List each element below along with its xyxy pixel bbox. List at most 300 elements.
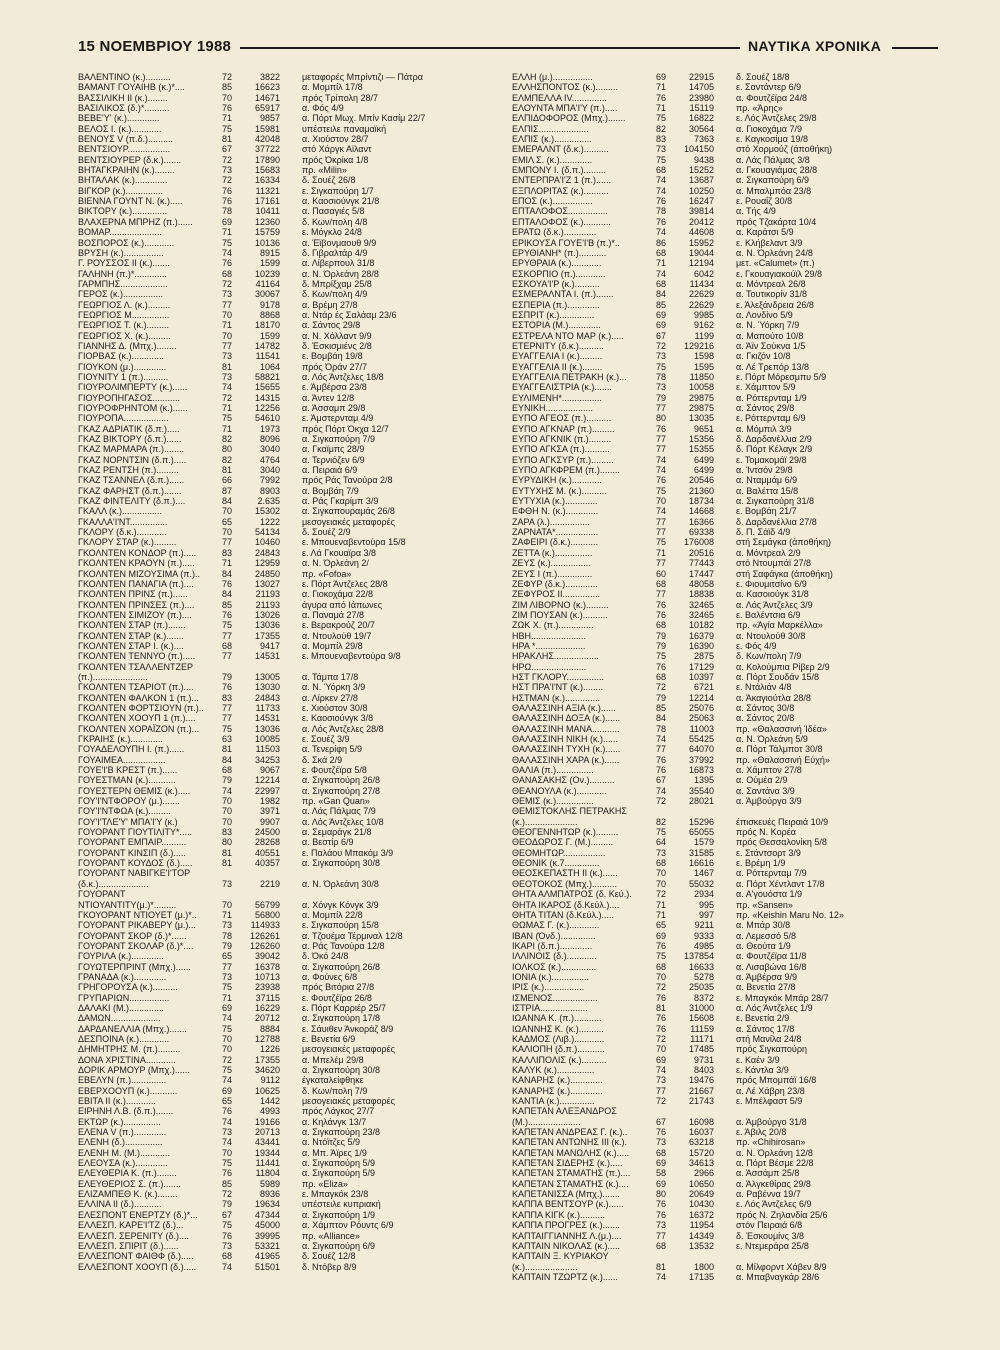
position-note: ε. Βενετία 2/9	[736, 1013, 790, 1024]
ship-name: ΚΑΠΤΑΙΝ Ξ. ΚΥΡΙΑΚΟΥ	[512, 1251, 609, 1262]
ship-name: ΒΗΤΑΛΑΚ (κ.).............	[78, 175, 168, 186]
tonnage: 16247	[688, 196, 714, 207]
position-note: α. Βεστίρ 6/9	[302, 837, 354, 848]
tonnage: 15759	[254, 227, 280, 238]
position-note: υπέστειλε κυπριακή	[302, 1199, 381, 1210]
position-note: πρ. «Sansen»	[736, 899, 793, 910]
tonnage: 34620	[254, 1065, 280, 1075]
ship-name: ΒΟΜΑΡ.....................	[78, 227, 162, 238]
ship-entry	[512, 113, 932, 123]
tonnage: 114933	[250, 920, 280, 931]
ship-entry	[78, 475, 498, 485]
position-note: α. Λός Άντζελες 3/9	[736, 599, 813, 610]
ship-name: ΒΗΤΑΓΚΡΑΙΗΝ (κ.)........	[78, 165, 175, 176]
ship-entry	[78, 682, 498, 692]
position-note: α. Σιγκαπούρη 5/9	[302, 1158, 376, 1169]
tonnage: 7992	[259, 475, 280, 486]
position-note: α. Καοσιούνγκ 21/8	[302, 196, 380, 207]
position-note: α. Σιγκαπούρη 26/8	[302, 961, 381, 972]
build-year: 76	[222, 682, 233, 693]
tonnage: 11434	[689, 278, 714, 289]
tonnage: 16098	[688, 1116, 714, 1127]
position-note: α. Λεμεσσό 5/8	[736, 930, 797, 941]
build-year: 70	[222, 1044, 233, 1055]
ship-entry	[78, 1241, 498, 1251]
build-year: 70	[222, 527, 233, 538]
position-note: ε. Μπαγκόκ 23/8	[302, 1189, 369, 1200]
build-year: 77	[656, 558, 667, 569]
build-year: 68	[656, 578, 667, 589]
build-year: 73	[656, 847, 667, 858]
build-year: 71	[222, 558, 233, 569]
ship-entry	[78, 672, 498, 682]
ship-name: ΘΕΟΣΚΕΠΑΣΤΗ ΙΙ (κ.)......	[512, 868, 618, 879]
ship-name: ΕΣΠΡΙΤ (κ.)..............	[512, 309, 595, 320]
tonnage: 9731	[693, 1054, 714, 1065]
tonnage: 1199	[694, 330, 714, 341]
ship-name: ΓΟΥΡΙΛΑ (κ.).............	[78, 951, 164, 962]
tonnage: 51501	[254, 1261, 280, 1272]
ship-entry	[512, 1137, 932, 1147]
position-note: μεσογειακές μεταφορές	[302, 1044, 395, 1055]
ship-entry	[512, 579, 932, 589]
build-year: 75	[222, 123, 233, 134]
ship-name: ΕΛΕΝΗ (δ.)...............	[78, 1137, 163, 1148]
ship-name: ΕΛΕΣΠΟΝΤ ΕΝΕΡΤΖΥ (δ.)*...	[78, 1209, 198, 1220]
tonnage: 13036	[254, 620, 280, 631]
ship-entry	[78, 486, 498, 496]
ship-entry	[512, 175, 932, 185]
build-year: 70	[222, 1147, 233, 1158]
ship-entry	[512, 879, 932, 889]
position-note: α. Τουτικορίν 31/8	[736, 289, 808, 300]
position-note: ε. Άβιλς 20/8	[736, 1127, 787, 1138]
tonnage: 176008	[683, 537, 714, 548]
ship-name: ΓΚΟΛΝΤΕΝ ΣΤΑΡ (κ.).......	[78, 630, 184, 641]
tonnage: 34253	[254, 754, 280, 765]
position-note: πρός Τρίπολη 28/7	[302, 92, 379, 103]
position-note: δ. Ντόβερ 8/9	[302, 1261, 357, 1272]
position-note: στό Χάργκ Αϊλαντ	[302, 144, 372, 155]
position-note: α. Λός Άντζελες 18/8	[302, 371, 384, 382]
position-note: στό Ντουμπάϊ 27/8	[736, 558, 811, 569]
tonnage: 28268	[254, 837, 280, 848]
ship-entry	[78, 196, 498, 206]
ship-entry	[78, 1106, 498, 1116]
ship-name: ΕΛΛΕΣΠ. ΚΑΡΕ'Ι'ΤΖ (δ.)...	[78, 1220, 184, 1231]
tonnage: 32465	[688, 599, 714, 610]
position-note: πρ. «Gan Quan»	[302, 796, 370, 807]
build-year: 76	[222, 196, 233, 207]
position-note: δ. Δαρδανέλλια 2/9	[736, 434, 812, 445]
ship-name: ΖΕΦΥΡ (δ.κ.).............	[512, 578, 598, 589]
ship-name: ΕΠΤΑΛΟΦΟΣ (κ.)...........	[512, 216, 611, 227]
publication-title: ΝΑΥΤΙΚΑ ΧΡΟΝΙΚΑ	[748, 38, 882, 54]
position-note: δ. Κων/πολη 7/9	[302, 1085, 368, 1096]
position-note: στή Σαφάγκα (άποθήκη)	[736, 568, 833, 579]
position-note: α. Άκαγιούτλα 28/8	[736, 692, 811, 703]
build-year: 75	[222, 413, 233, 424]
ship-entry	[512, 124, 932, 134]
build-year: 84	[656, 289, 667, 300]
tonnage: 17485	[688, 1044, 714, 1055]
tonnage: 8096	[259, 434, 280, 445]
position-note: δ. Π. Σάϊδ 4/9	[736, 527, 791, 538]
build-year: 73	[222, 920, 233, 931]
build-year: 76	[656, 599, 667, 610]
ship-name: ΘΑΛΑΣΣΙΝΗ ΧΑΡΑ (κ.)......	[512, 754, 620, 765]
tonnage: 10430	[688, 1199, 714, 1210]
position-note: ε. Χιούστον 30/8	[302, 702, 368, 713]
ship-name: ΕΒΕΡΧΟΟΥΠ (κ.)...........	[78, 1085, 178, 1096]
ship-name: ΔΟΡΙΚ ΑΡΜΟΥΡ (Μπχ.)......	[78, 1065, 190, 1075]
ship-entry	[512, 569, 932, 579]
ship-entry	[78, 124, 498, 134]
tonnage: 2219	[259, 878, 280, 889]
build-year: 76	[656, 1209, 667, 1220]
build-year: 74	[656, 734, 667, 744]
position-note: πρός Τζακάρτα 10/4	[736, 216, 817, 227]
ship-entry	[512, 1044, 932, 1054]
position-note: α. Σιγκαπουραμάς 26/8	[302, 506, 395, 517]
build-year: 71	[222, 423, 233, 434]
ship-entry	[512, 693, 932, 703]
position-note: α. Άσσάμπ 25/8	[736, 1168, 800, 1179]
position-note: α. Μόντρεαλ 26/8	[736, 278, 806, 289]
build-year: 68	[656, 1240, 667, 1251]
tonnage: 39995	[254, 1230, 280, 1241]
build-year: 73	[222, 971, 233, 982]
ship-entry	[512, 382, 932, 392]
build-year: 69	[656, 930, 667, 941]
position-note: α. Τερνιόζεν 6/9	[302, 454, 365, 465]
build-year: 81	[656, 1261, 667, 1272]
ship-name: (π.)......................	[78, 671, 148, 682]
ship-name: ΓΡΑΝΑΔΑ (κ.).............	[78, 971, 167, 982]
ship-entry	[512, 920, 932, 930]
build-year: 76	[222, 578, 233, 589]
tonnage: 1467	[693, 868, 714, 879]
ship-name: ΓΟΥΟΡΑΝΤ ΣΚΟΛΑΡ (δ.)*....	[78, 940, 194, 951]
ship-name: ΖΙΜ ΛΙΒΟΡΝΟ (κ.).........	[512, 599, 609, 610]
tonnage: 11171	[690, 1033, 714, 1044]
tonnage: 17447	[688, 568, 714, 579]
ship-entry	[78, 1148, 498, 1158]
ship-entry	[78, 341, 498, 351]
ship-name: ΙΩΑΝΝΗΣ Κ. (κ.)..........	[512, 1023, 604, 1034]
ship-entry	[512, 424, 932, 434]
position-note: δ. Πόρτ Κέλαγκ 2/9	[736, 444, 813, 455]
tonnage: 15952	[688, 237, 714, 248]
ship-entry	[512, 703, 932, 713]
build-year: 76	[222, 258, 233, 269]
position-note: α. Ούμέα 2/9	[736, 775, 788, 786]
tonnage: 13026	[254, 609, 280, 620]
position-note: ε. Βομβάη 19/8	[302, 351, 363, 362]
ship-entry	[78, 527, 498, 537]
tonnage: 17161	[254, 196, 280, 207]
ship-entry	[512, 93, 932, 103]
position-note: δ. Μπρίξχαμ 25/8	[302, 278, 372, 289]
position-note: α. Τζουέμα Τέρμιναλ 12/8	[302, 930, 403, 941]
ship-entry	[512, 351, 932, 361]
ship-name: ΕΠΤΑΛΟΦΟΣ................	[512, 206, 608, 217]
ship-entry	[78, 1075, 498, 1085]
tonnage: 3822	[259, 72, 280, 82]
position-note: α. Μαπούτο 10/8	[736, 330, 804, 341]
build-year: 73	[222, 289, 233, 300]
position-note: α. Ν. Χόλλαντ 9/9	[302, 330, 372, 341]
tonnage: 9985	[693, 309, 714, 320]
build-year: 70	[222, 92, 233, 103]
tonnage: 39042	[254, 951, 280, 962]
ship-entry	[78, 444, 498, 454]
position-note: δ. Σουέζ 2/9	[302, 527, 351, 538]
ship-entry	[78, 858, 498, 868]
position-note: ε. Ρόττερνταμ 6/9	[736, 413, 806, 424]
build-year: 78	[222, 206, 233, 217]
ship-name: ΗΣΤΜΑΝ (κ.)..............	[512, 692, 601, 703]
ship-name: ΕΡΙΚΟΥΣΑ ΓΟΥΕ'Ι'Β (π.)*..	[512, 237, 620, 248]
ship-entry	[512, 248, 932, 258]
position-note: ε. Φουτζέϊρα 5/8	[302, 765, 367, 776]
position-note: πρ. «Keishin Maru No. 12»	[736, 909, 844, 920]
ship-entry	[78, 300, 498, 310]
tonnage: 104150	[683, 144, 714, 155]
tonnage: 22629	[688, 289, 714, 300]
build-year: 77	[222, 630, 233, 641]
tonnage: 14349	[688, 1230, 714, 1241]
build-year: 77	[656, 1230, 667, 1241]
build-year: 75	[222, 620, 233, 631]
ship-entry	[512, 1055, 932, 1065]
ship-entry	[512, 372, 932, 382]
ship-name: ΕΥΝΙΚΗ...................	[512, 403, 594, 413]
ship-entry	[78, 155, 498, 165]
build-year: 83	[222, 827, 233, 838]
ship-name: ΘΑΛΑΣΣΙΝΗ ΝΙΚΗ (κ.)......	[512, 734, 618, 744]
tonnage: 16229	[254, 1002, 280, 1013]
ship-name: ΙΛΛΙΝΟΙΣ (δ.)............	[512, 951, 597, 962]
build-year: 73	[656, 351, 667, 362]
position-note: α. Λός Άντζελες 28/8	[302, 723, 384, 734]
ship-entry	[512, 1148, 932, 1158]
build-year: 76	[656, 765, 667, 776]
ship-name: ΕΥΠΟ ΑΓΚΝΑΡ (π.).........	[512, 423, 615, 434]
ship-name: ΓΟΥ'Ι'ΤΛΕ'Υ' ΜΠΑ'Ι'Υ (κ.)	[78, 816, 178, 827]
ship-entry	[78, 269, 498, 279]
tonnage: 13036	[254, 723, 280, 734]
build-year: 75	[656, 827, 667, 838]
position-note: α. Γιοκοχάμα 7/9	[736, 123, 803, 134]
ship-entry	[78, 889, 498, 899]
build-year: 76	[656, 661, 667, 672]
build-year: 86	[656, 237, 667, 248]
ship-name: ΕΥΠΟ ΑΓΚΣΥΡ (π.).........	[512, 454, 614, 465]
tonnage: 37115	[255, 992, 280, 1003]
build-year: 73	[222, 1127, 233, 1138]
ship-name: ΓΟΥΩΤΕΡΠΡΙΝΤ (Μπχ.)......	[78, 961, 191, 972]
tonnage: 43441	[254, 1137, 280, 1148]
ship-name: ΖΕΦΥΡΟΣ ΙΙ...............	[512, 589, 600, 600]
position-note: α. Μομπίλ 29/8	[302, 640, 363, 651]
position-note: δ. Κων/πολη 7/9	[736, 651, 802, 662]
build-year: 76	[656, 216, 667, 227]
build-year: 77	[656, 444, 667, 455]
build-year: 67	[656, 1116, 667, 1127]
ship-entry	[78, 610, 498, 620]
position-note: α. Κολούμπια Ρίβερ 2/9	[736, 661, 830, 672]
ship-name: ΘΑΛΑΣΣΙΝΗ ΑΞΙΑ (κ.)......	[512, 702, 616, 713]
ship-entry	[512, 289, 932, 299]
ship-name: ΓΚΟΛΝΤΕΝ ΚΟΝΔΟΡ (π.).....	[78, 547, 197, 558]
build-year: 70	[222, 1033, 233, 1044]
ship-name: ΚΑΠΤΑΙΓΓΙΑΝΝΗΣ Λ.(μ.)....	[512, 1230, 622, 1241]
build-year: 76	[656, 1013, 667, 1024]
build-year: 77	[222, 537, 233, 548]
position-note: ε. Βενετία 6/9	[302, 1033, 356, 1044]
build-year: 71	[656, 103, 667, 114]
position-note: α. Χιούστον 28/7	[302, 134, 369, 145]
build-year: 73	[222, 165, 233, 176]
build-year: 70	[656, 1044, 667, 1055]
build-year: 79	[656, 692, 667, 703]
build-year: 76	[656, 754, 667, 765]
position-note: α. Βρέμη 27/8	[302, 299, 358, 310]
tonnage: 14705	[688, 82, 714, 93]
ship-entry	[78, 372, 498, 382]
tonnage: 13027	[254, 578, 280, 589]
position-note: δ. Σουέζ 18/8	[736, 72, 790, 82]
position-note: ε. Σιγκαπούρη 15/8	[302, 920, 379, 931]
ship-entry	[78, 144, 498, 154]
tonnage: 9162	[693, 320, 714, 331]
position-note: ε. Φουτζέϊρα 26/8	[302, 992, 372, 1003]
position-note: ε. Άμστερνταμ 4/9	[302, 413, 374, 424]
tonnage: 137854	[683, 951, 714, 962]
tonnage: 15302	[254, 506, 280, 517]
tonnage: 16334	[254, 175, 280, 186]
build-year: 72	[222, 72, 233, 82]
tonnage: 5278	[693, 971, 714, 982]
tonnage: 20412	[688, 216, 714, 227]
ship-entry	[78, 1127, 498, 1137]
ship-entry	[78, 1003, 498, 1013]
tonnage: 6042	[693, 268, 714, 279]
build-year: 77	[656, 589, 667, 600]
ship-name: ΕΛΠΙΣ....................	[512, 123, 589, 134]
ship-name: ΚΑΠΕΤΑΝ ΜΑΝΩΛΗΣ (κ.).....	[512, 1147, 630, 1158]
tonnage: 47344	[254, 1209, 280, 1220]
tonnage: 20713	[254, 1127, 280, 1138]
build-year: 74	[222, 1075, 233, 1086]
ship-list-column-left	[78, 72, 498, 1272]
tonnage: 31000	[688, 1002, 714, 1013]
ship-entry	[78, 817, 498, 827]
ship-name: ΓΚΟΛΝΤΕΝ ΣΤΑΡ Ι. (κ.)....	[78, 640, 184, 651]
position-note: α. Μομπίλ 17/8	[302, 82, 363, 93]
ship-name: ΗΡΩ......................	[512, 661, 587, 672]
ship-entry	[512, 1065, 932, 1075]
ship-name: ΒΑΣΙΛΙΚΟΣ (δ.)*..........	[78, 103, 170, 114]
ship-name: ΓΟΥΟΡΑΝΤ ΕΜΠΑΙΡ..........	[78, 837, 187, 848]
position-note: α. Α'γουόστα 1/9	[736, 889, 803, 900]
position-note: α. Ράς Τανούρα 12/8	[302, 940, 385, 951]
tonnage: 8868	[259, 309, 280, 320]
ship-entry	[78, 569, 498, 579]
position-note: α. Βαλέττα 15/8	[736, 485, 799, 496]
ship-entry	[512, 486, 932, 496]
build-year: 69	[222, 1002, 233, 1013]
position-note: α. Σάντος 30/8	[736, 702, 795, 713]
ship-name: ΓΟΥΟΡΑΝΤ ΡΙΚΑΒΕΡΥ (μ.)...	[78, 920, 196, 931]
tonnage: 21360	[688, 485, 714, 496]
tonnage: 2934	[693, 889, 714, 900]
position-note: α. Νταμμάμ 6/9	[736, 475, 798, 486]
build-year: 67	[656, 330, 667, 341]
ship-entry	[512, 1262, 932, 1272]
ship-entry	[512, 403, 932, 413]
ship-entry	[512, 775, 932, 785]
build-year: 72	[222, 278, 233, 289]
build-year: 73	[656, 1220, 667, 1231]
position-note: α. Ντόϊτζες 5/9	[302, 1137, 361, 1148]
ship-name: (κ.).....................	[512, 816, 578, 827]
ship-entry	[78, 1096, 498, 1106]
tonnage: 24500	[254, 827, 280, 838]
ship-entry	[78, 848, 498, 858]
build-year: 72	[656, 682, 667, 693]
position-note: ε. Καγκοσίμα 19/8	[736, 134, 808, 145]
position-note: α. Άλγκεθίρας 29/8	[736, 1178, 811, 1189]
ship-entry	[512, 806, 932, 816]
tonnage: 2966	[693, 1168, 714, 1179]
position-note: α. Πόρτ Μωχ. Μπίν Κασίμ 22/7	[302, 113, 426, 124]
position-note: ε. Κλήβελαντ 3/9	[736, 237, 803, 248]
build-year: 69	[656, 1158, 667, 1169]
position-note: α. Λός Άντζελες 10/8	[302, 816, 384, 827]
ship-name: ΓΑΛΗΝΗ (π.)*.............	[78, 268, 167, 279]
tonnage: 10239	[254, 268, 280, 279]
ship-entry	[78, 506, 498, 516]
build-year: 79	[222, 775, 233, 786]
ship-entry	[512, 455, 932, 465]
tonnage: 1982	[259, 796, 280, 807]
build-year: 68	[656, 278, 667, 289]
position-note: ε. Μπέλφαστ 5/9	[736, 1096, 803, 1107]
tonnage: 4985	[693, 940, 714, 951]
tonnage: 11850	[689, 371, 714, 382]
build-year: 76	[656, 92, 667, 103]
build-year: 74	[656, 785, 667, 796]
ship-name: ΓΟΥΕ'Ι'Β ΚΡΕΣΤ (π.)......	[78, 765, 178, 776]
ship-name: ΚΑΠΕΤΑΝ ΑΝΔΡΕΑΣ Γ. (κ.)..	[512, 1127, 628, 1138]
ship-entry	[512, 434, 932, 444]
build-year: 71	[656, 899, 667, 910]
position-note: στό Χορμούζ (άποθήκη)	[736, 144, 833, 155]
tonnage: 3040	[259, 444, 280, 455]
ship-name: ΕΛΟΥΝΤΑ ΜΠΑ'Ι'Υ (π.).....	[512, 103, 618, 114]
build-year: 76	[222, 185, 233, 196]
tonnage: 16379	[688, 630, 714, 641]
ship-name: ΕΣΚΟΥΑ'Ι'Ρ (κ.)..........	[512, 278, 600, 289]
tonnage: 9651	[693, 423, 714, 434]
position-note: α. Γκουαγιάμας 28/8	[736, 165, 818, 176]
position-note: α. Μπ. Άϊρες 1/9	[302, 1147, 367, 1158]
tonnage: 64070	[688, 744, 714, 755]
ship-name: ΓΙΟΡΒΑΣ (κ.).............	[78, 351, 165, 362]
tonnage: 21743	[688, 1096, 714, 1107]
